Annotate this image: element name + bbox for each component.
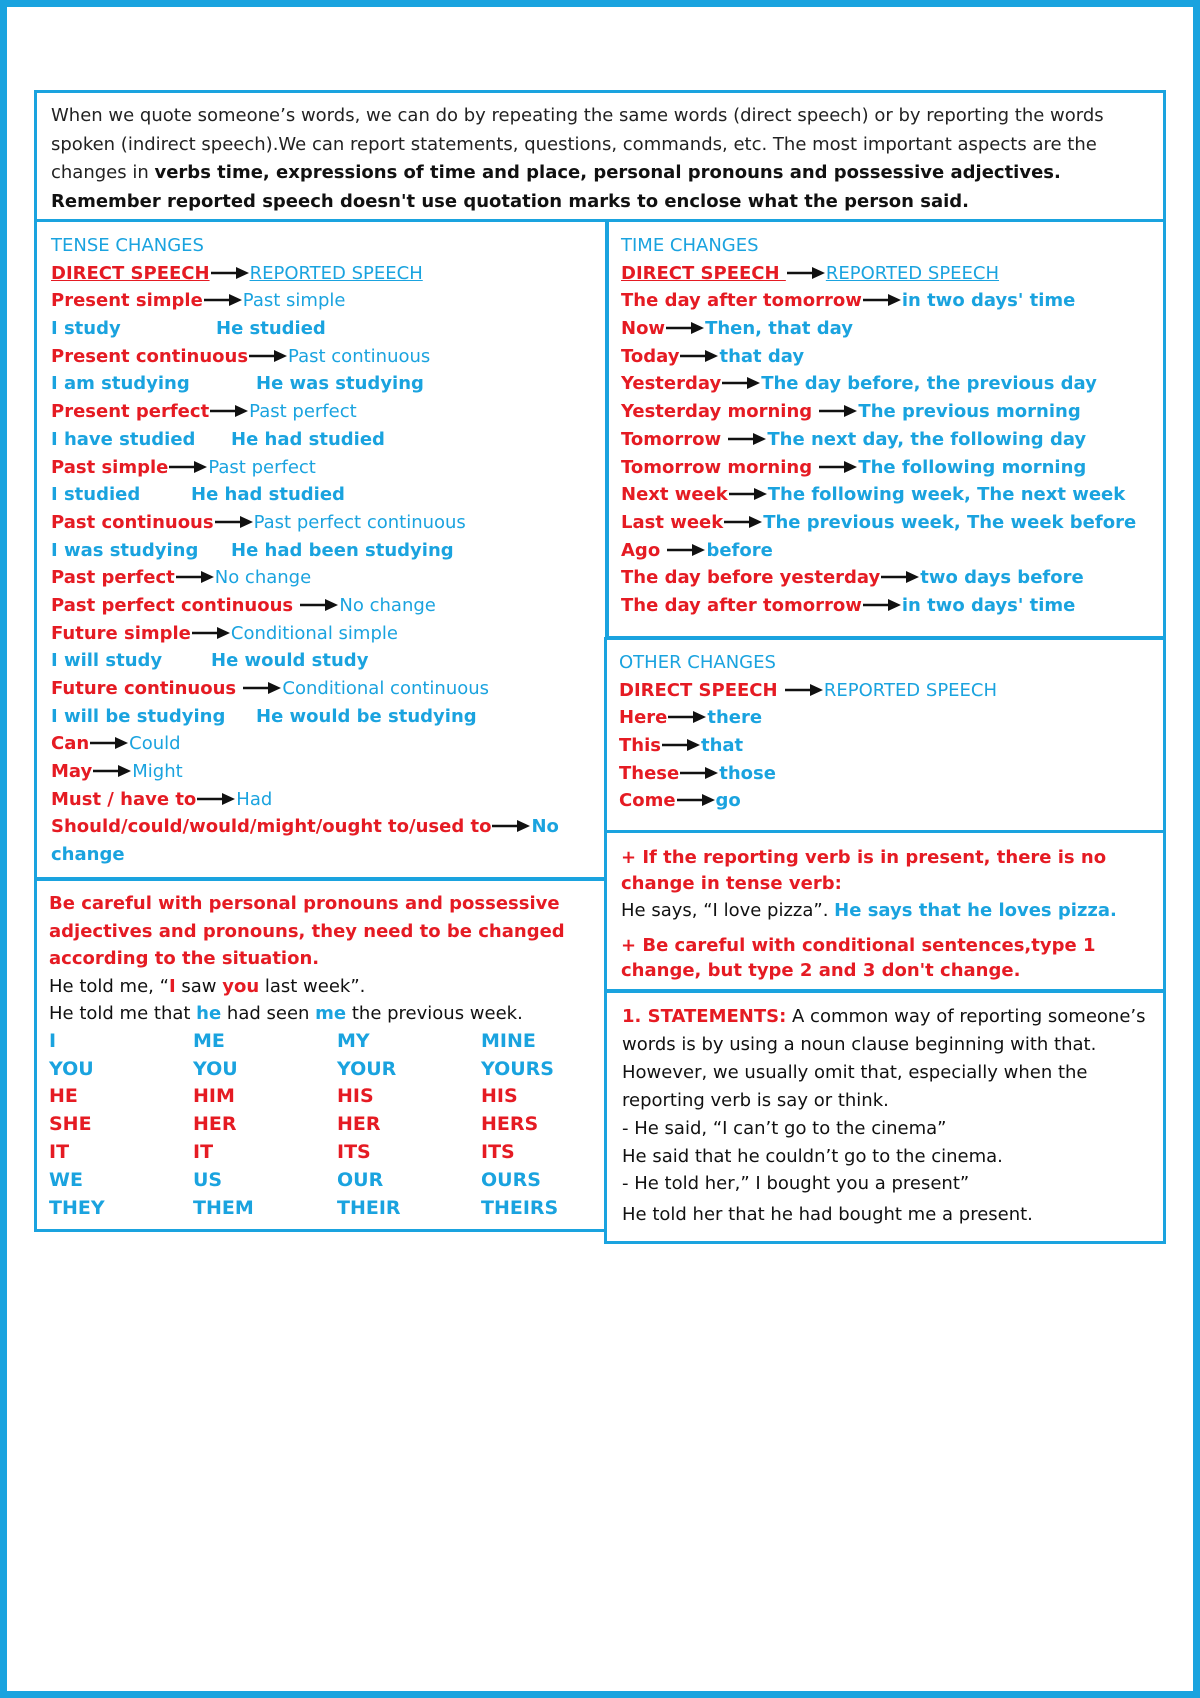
arrow-icon — [863, 293, 901, 307]
arrow-icon — [819, 404, 857, 418]
arrow-icon — [169, 460, 207, 474]
rule-right: No change — [214, 567, 312, 589]
other-direct: Come — [619, 790, 676, 812]
pronoun-cell: MY — [337, 1029, 370, 1052]
tense-rule-row — [51, 564, 591, 592]
arrow-icon — [197, 792, 235, 806]
arrow-icon — [724, 515, 762, 529]
tense-rows — [51, 287, 591, 813]
pronoun-example-1 — [49, 973, 592, 1001]
conditional-rule: + Be careful with conditional sentences,type 1 change, but type 2 and 3 don't change. — [621, 934, 1096, 981]
example-reported: He would study — [211, 650, 369, 672]
direct-speech-label: DIRECT SPEECH — [51, 262, 210, 284]
example-direct: I will study — [51, 650, 163, 672]
time-changes-box — [606, 219, 1166, 639]
arrow-icon — [300, 598, 338, 612]
pronoun-cell: ITS — [481, 1141, 515, 1164]
pronoun-table — [49, 1028, 592, 1223]
rule-left: Must / have to — [51, 788, 197, 810]
intro-box — [34, 90, 1166, 222]
example-text: last week”. — [259, 975, 366, 997]
present-verb-rule: + If the reporting verb is in present, there is no change in tense verb: — [621, 847, 1107, 894]
rule-left: Present simple — [51, 290, 203, 312]
pronoun-cell: SHE — [49, 1113, 92, 1136]
arrow-icon — [249, 349, 287, 363]
other-row — [619, 760, 1151, 788]
careful-box — [604, 830, 1166, 992]
pronoun-cell: YOU — [49, 1057, 94, 1080]
time-header — [621, 260, 1151, 288]
tense-rule-row — [51, 786, 591, 814]
example-text: He says, “I love pizza”. — [621, 900, 835, 921]
example-reported: He had studied — [231, 428, 385, 450]
arrow-icon — [722, 376, 760, 390]
example-reported: He was studying — [256, 373, 424, 395]
example-text: He told me, “ — [49, 975, 169, 997]
pronoun-cell: HER — [337, 1113, 381, 1136]
time-reported: The following week, The next week — [767, 484, 1126, 506]
arrow-icon — [176, 570, 214, 584]
other-row — [619, 732, 1151, 760]
example-reported: He had been studying — [231, 539, 454, 561]
tense-rule-row — [51, 287, 591, 315]
pronoun-cell: ME — [193, 1029, 225, 1052]
time-row — [621, 370, 1151, 398]
rule-right: Might — [132, 761, 183, 783]
rule-left: Future continuous — [51, 678, 243, 699]
example-pronoun: you — [222, 975, 260, 997]
pronoun-cell: US — [193, 1168, 223, 1191]
example-reported: He would be studying — [256, 705, 477, 727]
arrow-icon — [204, 293, 242, 307]
pronoun-cell: OUR — [337, 1168, 384, 1191]
pronoun-cell: ITS — [337, 1141, 371, 1164]
arrow-icon — [93, 764, 131, 778]
other-direct: Here — [619, 707, 668, 729]
pronoun-cell: YOU — [193, 1057, 238, 1080]
rule-right: Past perfect continuous — [253, 511, 466, 533]
time-reported: in two days' time — [901, 594, 1076, 616]
example-direct: I have studied — [51, 428, 196, 450]
pronoun-cell: WE — [49, 1168, 83, 1191]
arrow-icon — [677, 793, 715, 807]
intro-text: When we quote someone’s words, we can do by repeating the same words (direct speech) or by reporting the words spoken (indirect speech).We can report statements, questions, commands, etc. The most important aspects are the changes in — [51, 105, 1104, 183]
tense-rule-row — [51, 592, 591, 620]
tense-example-row — [51, 426, 591, 454]
time-reported: The following morning — [858, 456, 1087, 478]
example-pronoun: he — [196, 1003, 222, 1025]
rule-left: Present continuous — [51, 345, 249, 367]
statement-example: - He said, “I can’t go to the cinema” — [622, 1118, 947, 1139]
statements-text — [622, 1003, 1150, 1115]
arrow-icon — [492, 819, 530, 833]
pronoun-warning: Be careful with personal pronouns and possessive adjectives and pronouns, they need to be changed according to the situation. — [49, 893, 565, 969]
time-reported: that day — [719, 345, 805, 367]
rule-left: May — [51, 761, 93, 783]
example-text: the previous week. — [346, 1003, 523, 1025]
example-direct: I will be studying — [51, 705, 226, 727]
rule-left: Past simple — [51, 456, 169, 478]
time-direct: Today — [621, 345, 680, 367]
tense-rule-row — [51, 343, 591, 371]
pronoun-cell: YOURS — [481, 1057, 554, 1080]
pronoun-cell: IT — [49, 1141, 70, 1164]
rule-left: Should/could/would/might/ought to/used to — [51, 816, 492, 838]
tense-example-row — [51, 370, 591, 398]
rule-right: No change — [339, 594, 436, 616]
arrow-icon — [90, 736, 128, 750]
arrow-icon — [192, 626, 230, 640]
other-reported: there — [707, 707, 763, 729]
time-reported: two days before — [920, 567, 1084, 589]
arrow-icon — [210, 404, 248, 418]
statements-box — [604, 990, 1166, 1244]
time-reported: The day before, the previous day — [761, 373, 1097, 395]
tense-rule-row — [51, 758, 591, 786]
time-direct: Last week — [621, 511, 724, 533]
time-row — [621, 343, 1151, 371]
tense-last-rule — [51, 813, 591, 868]
arrow-icon — [667, 543, 705, 557]
tense-example-row — [51, 315, 591, 343]
other-row — [619, 704, 1151, 732]
pronoun-cell: HE — [49, 1085, 78, 1108]
rule-right: Had — [236, 788, 273, 810]
present-verb-example — [621, 897, 1150, 925]
example-text: had seen — [221, 1003, 316, 1025]
pronoun-cell: YOUR — [337, 1057, 397, 1080]
tense-changes-box — [34, 219, 608, 880]
rule-left: Can — [51, 733, 90, 755]
example-direct: I was studying — [51, 539, 199, 561]
rule-right: Conditional simple — [230, 622, 398, 644]
example-direct: I study — [51, 318, 121, 340]
time-row — [621, 454, 1151, 482]
time-reported: Then, that day — [705, 318, 853, 340]
time-direct: Yesterday — [621, 373, 722, 395]
rule-right: Past perfect — [249, 401, 357, 423]
tense-example-row — [51, 537, 591, 565]
other-reported: that — [700, 735, 744, 757]
other-rows — [619, 704, 1151, 815]
arrow-icon — [680, 349, 718, 363]
rule-right: Past continuous — [288, 345, 431, 367]
example-pronoun: I — [168, 975, 176, 997]
tense-rule-row — [51, 398, 591, 426]
rule-left: Past perfect — [51, 567, 175, 589]
reported-speech-label: REPORTED SPEECH — [249, 262, 423, 284]
arrow-icon — [787, 266, 825, 280]
time-row — [621, 315, 1151, 343]
arrow-icon — [680, 766, 718, 780]
time-row — [621, 287, 1151, 315]
direct-speech-label: DIRECT SPEECH — [621, 262, 786, 284]
time-row — [621, 509, 1151, 537]
arrow-icon — [819, 460, 857, 474]
time-direct: Tomorrow morning — [621, 456, 819, 478]
other-reported: those — [719, 762, 776, 784]
pronoun-cell: IT — [193, 1141, 214, 1164]
time-direct: Tomorrow — [621, 428, 728, 450]
arrow-icon — [662, 738, 700, 752]
tense-rule-row — [51, 620, 591, 648]
tense-header — [51, 260, 591, 288]
tense-rule-row — [51, 454, 591, 482]
statements-heading: 1. STATEMENTS: — [622, 1006, 787, 1027]
example-reported: He had studied — [191, 484, 345, 506]
pronoun-cell: OURS — [481, 1168, 541, 1191]
arrow-icon — [211, 266, 249, 280]
reported-speech-label: REPORTED SPEECH — [825, 262, 1000, 284]
tense-rule-row — [51, 675, 591, 703]
intro-bold-text: verbs time, expressions of time and place, personal pronouns and possessive adjectives. Remember reported speech doesn't use quotation marks to enclose what the person said. — [51, 162, 1061, 212]
direct-speech-label: DIRECT SPEECH — [619, 679, 784, 701]
arrow-icon — [666, 321, 704, 335]
time-reported: in two days' time — [901, 290, 1076, 312]
pronoun-cell: THEIRS — [481, 1196, 559, 1219]
arrow-icon — [728, 432, 766, 446]
other-direct: This — [619, 735, 661, 757]
time-row — [621, 398, 1151, 426]
other-changes-box — [604, 637, 1166, 840]
pronoun-cell: HIS — [481, 1085, 518, 1108]
rule-right: Past perfect — [208, 456, 316, 478]
pronoun-cell: MINE — [481, 1029, 536, 1052]
rule-left: Future simple — [51, 622, 191, 644]
rule-right-cont: change — [51, 843, 125, 865]
pronoun-cell: HER — [193, 1113, 237, 1136]
example-reported: He says that he loves pizza. — [834, 900, 1117, 921]
example-reported: He studied — [216, 318, 326, 340]
arrow-icon — [785, 683, 823, 697]
tense-rule-row — [51, 730, 591, 758]
arrow-icon — [215, 515, 253, 529]
arrow-icon — [881, 570, 919, 584]
time-reported: The previous morning — [858, 401, 1081, 423]
pronoun-cell: HERS — [481, 1113, 539, 1136]
other-header — [619, 677, 1151, 705]
example-direct: I am studying — [51, 373, 190, 395]
time-reported: The previous week, The week before — [763, 511, 1137, 533]
tense-example-row — [51, 481, 591, 509]
time-direct: The day after tomorrow — [621, 290, 862, 312]
example-text: He told me that — [49, 1003, 197, 1025]
time-rows — [621, 287, 1151, 619]
statement-example: - He told her,” I bought you a present” — [622, 1173, 970, 1195]
pronoun-cell: THEIR — [337, 1196, 401, 1219]
time-direct: Now — [621, 318, 666, 340]
arrow-icon — [668, 710, 706, 724]
pronoun-cell: THEY — [49, 1196, 105, 1219]
statements-body: A common way of reporting someone’s words is by using a noun clause beginning with that. However, we usually omit that, especially when the reporting verb is say or think. — [622, 1006, 1146, 1111]
time-row — [621, 426, 1151, 454]
rule-right: Past simple — [242, 290, 346, 312]
other-title: OTHER CHANGES — [619, 652, 776, 673]
other-row — [619, 787, 1151, 815]
rule-right: Conditional continuous — [282, 678, 490, 699]
pronoun-cell: HIS — [337, 1085, 374, 1108]
rule-left: Past continuous — [51, 511, 214, 533]
time-row — [621, 481, 1151, 509]
time-reported: before — [706, 539, 773, 561]
time-direct: Ago — [621, 539, 667, 561]
other-reported: go — [715, 790, 741, 812]
tense-example-row — [51, 703, 591, 731]
rule-left: Present perfect — [51, 401, 210, 423]
time-direct: Next week — [621, 484, 728, 506]
arrow-icon — [729, 487, 767, 501]
rule-right: No — [531, 816, 559, 838]
pronoun-cell: HIM — [193, 1085, 235, 1108]
rule-left: Past perfect continuous — [51, 594, 300, 616]
tense-rule-row — [51, 509, 591, 537]
pronouns-box — [34, 878, 607, 1232]
pronoun-cell: I — [49, 1029, 57, 1052]
arrow-icon — [863, 598, 901, 612]
pronoun-example-2 — [49, 1000, 592, 1028]
time-direct: Yesterday morning — [621, 401, 819, 423]
reported-speech-label: REPORTED SPEECH — [823, 679, 998, 701]
time-title: TIME CHANGES — [621, 235, 759, 256]
time-reported: The next day, the following day — [767, 428, 1087, 450]
time-row — [621, 564, 1151, 592]
rule-right: Could — [129, 733, 181, 755]
tense-title: TENSE CHANGES — [51, 235, 204, 256]
statement-example: He told her that he had bought me a present. — [622, 1204, 1033, 1226]
time-direct: The day after tomorrow — [621, 594, 862, 616]
statement-example: He said that he couldn’t go to the cinema. — [622, 1145, 1003, 1167]
example-pronoun: me — [315, 1003, 347, 1025]
time-row — [621, 537, 1151, 565]
time-direct: The day before yesterday — [621, 567, 881, 589]
time-row — [621, 592, 1151, 620]
arrow-icon — [243, 681, 281, 695]
example-direct: I studied — [51, 484, 141, 506]
pronoun-cell: THEM — [193, 1196, 254, 1219]
tense-example-row — [51, 647, 591, 675]
example-text: saw — [175, 975, 223, 997]
other-direct: These — [619, 762, 680, 784]
